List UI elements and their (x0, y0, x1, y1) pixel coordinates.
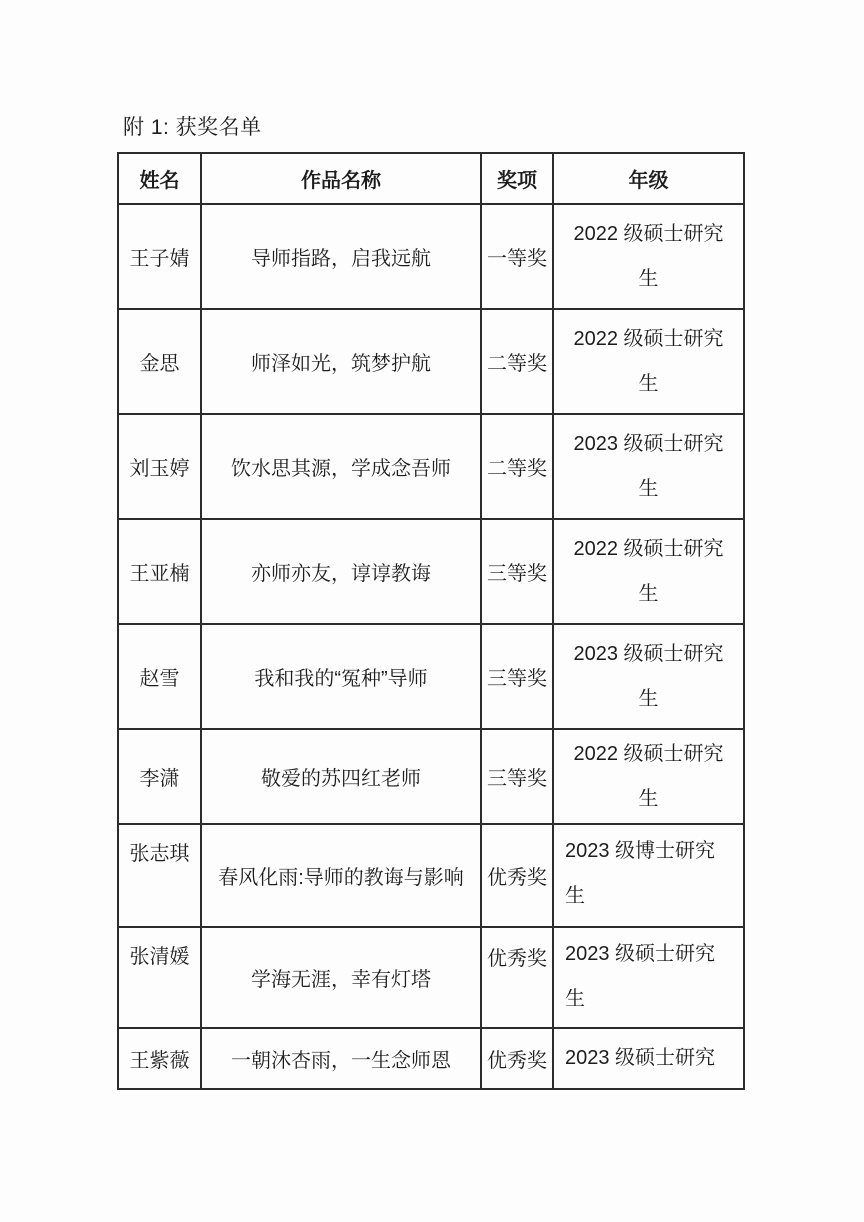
cell-award: 优秀奖 (481, 824, 553, 927)
cell-name: 王子婧 (118, 204, 201, 309)
cell-grade (553, 519, 744, 624)
grade-text: 2022 级硕士研究生 (573, 742, 724, 810)
cell-grade (553, 204, 744, 309)
table-row (118, 204, 744, 309)
cell-grade (553, 414, 744, 519)
cell-name: 王亚楠 (118, 519, 201, 624)
cell-work: 亦师亦友，谆谆教诲 (201, 519, 481, 624)
cell-work: 一朝沐杏雨，一生念师恩 (201, 1028, 481, 1089)
cell-name: 张清媛 (118, 927, 201, 1028)
cell-award: 三等奖 (481, 729, 553, 824)
grade-text: 2022 级硕士研究生 (573, 327, 724, 395)
cell-name: 赵雪 (118, 624, 201, 729)
cell-work: 导师指路，启我远航 (201, 204, 481, 309)
cell-work: 我和我的“冤种”导师 (201, 624, 481, 729)
cell-work: 春风化雨:导师的教诲与影响 (201, 824, 481, 927)
table-row (118, 1028, 744, 1089)
cell-award: 二等奖 (481, 309, 553, 414)
grade-text: 2023 级博士研究生 (565, 840, 716, 907)
cell-award: 一等奖 (481, 204, 553, 309)
cell-work: 师泽如光，筑梦护航 (201, 309, 481, 414)
cell-award: 三等奖 (481, 624, 553, 729)
cell-work: 饮水思其源，学成念吾师 (201, 414, 481, 519)
table-row (118, 519, 744, 624)
column-header-work: 作品名称 (201, 153, 481, 204)
table-row (118, 729, 744, 824)
grade-text: 2022 级硕士研究生 (573, 537, 724, 605)
column-header-name: 姓名 (118, 153, 201, 204)
grade-text: 2023 级硕士研究生 (573, 642, 724, 710)
cell-grade (553, 729, 744, 824)
grade-text: 2023 级硕士研究生 (565, 943, 716, 1010)
cell-award: 二等奖 (481, 414, 553, 519)
cell-name: 张志琪 (118, 824, 201, 927)
grade-text: 2023 级硕士研究 (565, 1047, 716, 1069)
column-header-grade: 年级 (553, 153, 744, 204)
cell-name: 金思 (118, 309, 201, 414)
cell-grade (553, 624, 744, 729)
attachment-title: 附 1: 获奖名单 (123, 116, 262, 139)
table-row (118, 414, 744, 519)
table-row (118, 927, 744, 1028)
cell-award: 优秀奖 (481, 927, 553, 1028)
cell-work: 学海无涯，幸有灯塔 (201, 927, 481, 1028)
awards-table (117, 152, 745, 1090)
table-row (118, 309, 744, 414)
cell-grade (553, 927, 744, 1028)
cell-award: 三等奖 (481, 519, 553, 624)
cell-work: 敬爱的苏四红老师 (201, 729, 481, 824)
cell-name: 王紫薇 (118, 1028, 201, 1089)
cell-name: 李潇 (118, 729, 201, 824)
cell-grade (553, 824, 744, 927)
column-header-award: 奖项 (481, 153, 553, 204)
table-row (118, 624, 744, 729)
cell-name: 刘玉婷 (118, 414, 201, 519)
cell-grade (553, 309, 744, 414)
table-row (118, 824, 744, 927)
cell-grade (553, 1028, 744, 1089)
grade-text: 2022 级硕士研究生 (573, 222, 724, 290)
cell-award: 优秀奖 (481, 1028, 553, 1089)
header-row (118, 153, 744, 204)
grade-text: 2023 级硕士研究生 (573, 432, 724, 500)
